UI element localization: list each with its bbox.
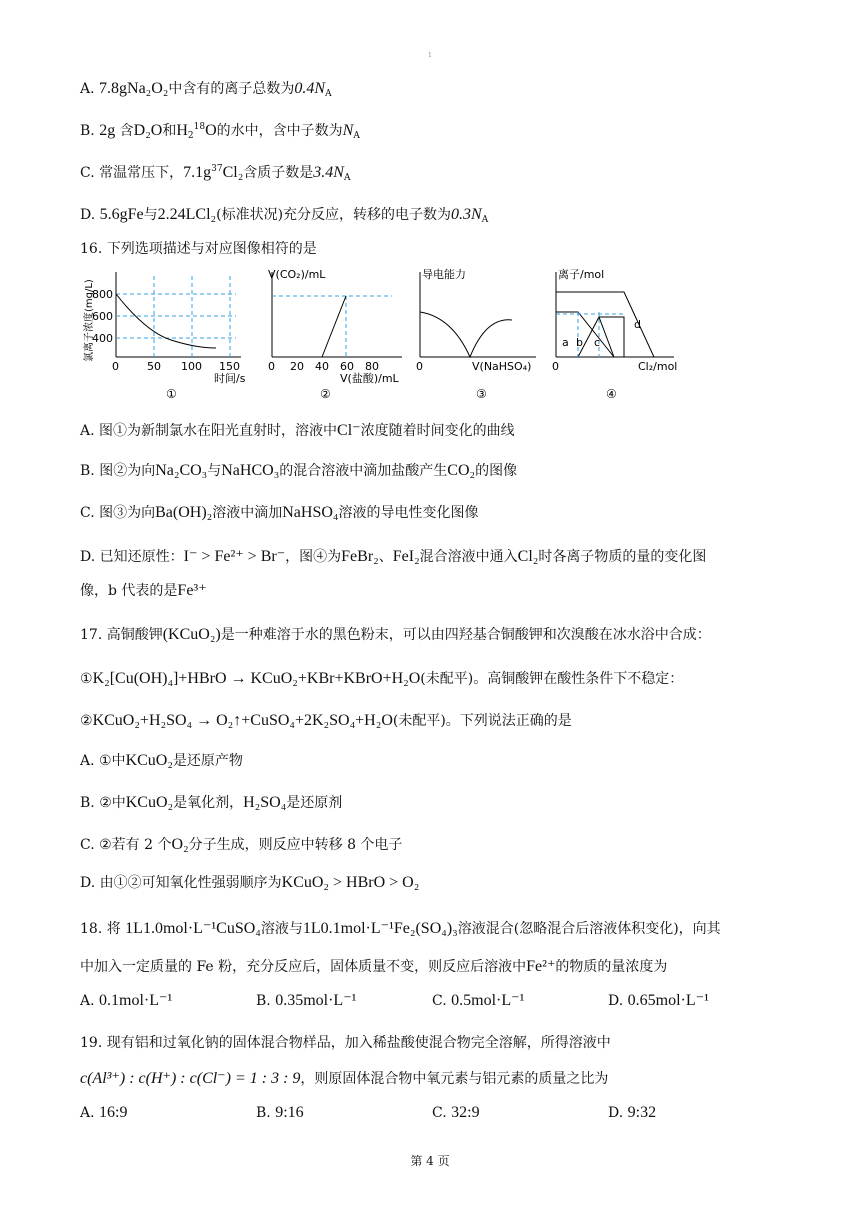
q16-option-c: C. 图③为向Ba(OH)₂溶液中滴加NaHSO₄溶液的导电性变化图像 [80,504,479,521]
chart-1-xtick: 50 [147,360,161,373]
chart-2-xtick: 0 [268,360,275,373]
chart-2-xtick: 60 [340,360,354,373]
chart-1-xtick: 150 [219,360,240,373]
header-mark: 1 [428,52,432,59]
chart-1-ytick: 400 [92,332,113,345]
chart-3-xlabel: V(NaHSO₄) [472,360,532,373]
q18-stem-cont: 中加入一定质量的 Fe 粉，充分反应后，固体质量不变，则反应后溶液中Fe²⁺的物质的量浓度为 [80,958,668,975]
q17-stem: 17. 高铜酸钾(KCuO₂)是一种难溶于水的黑色粉末，可以由四羟基合铜酸钾和次溴酸在冰水浴中合成： [80,626,711,643]
chart-4-label-b: b [576,336,583,349]
chart-4-xtick: 0 [552,360,559,373]
chart-2-xtick: 20 [290,360,304,373]
chart-1-xlabel: 时间/s [214,372,246,385]
q17-equation-1: ①K₂[Cu(OH)₄]+HBrO → KCuO₂+KBr+KBrO+H₂O(未配平)。高铜酸钾在酸性条件下不稳定： [80,670,684,687]
chart-2-xtick: 80 [365,360,379,373]
q15-option-d: D. 5.6gFe与2.24LCl₂(标准状况)充分反应，转移的电子数为$0.3N_A$ [80,206,489,225]
chart-4-xlabel: Cl₂/mol [638,360,678,373]
q16-stem: 16. 下列选项描述与对应图像相符的是 [80,241,317,257]
q17-option-b: B. ②中KCuO₂是氧化剂，H₂SO₄是还原剂 [80,794,343,811]
q19-stem: 19. 现有铝和过氧化钠的固体混合物样品，加入稀盐酸使混合物完全溶解，所得溶液中 [80,1035,611,1051]
chart-4-label-d: d [634,318,641,331]
chart-1-xtick: 100 [181,360,202,373]
chart-2 [268,268,402,401]
chart-1-ytick: 600 [92,310,113,323]
q17-option-a: A. ①中KCuO₂是还原产物 [80,752,243,769]
q16-option-a: A. 图①为新制氯水在阳光直射时，溶液中Cl⁻浓度随着时间变化的曲线 [80,422,515,439]
chart-4-label-c: c [594,336,601,349]
chart-1-ylabel: 氯离子浓度(mg/L) [84,279,95,362]
chart-1-caption: ① [166,387,177,401]
q16-figures [76,262,696,402]
q19-option-d: D. 9:32 [608,1104,657,1121]
q17-option-d: D. 由①②可知氧化性强弱顺序为KCuO₂ > HBrO > O₂ [80,874,420,891]
chart-4-label-a: a [562,336,569,349]
chart-4-ylabel: 离子/mol [558,268,605,281]
chart-2-xtick: 40 [315,360,329,373]
page-number: 第 4 页 [410,1154,450,1168]
q16-option-d-cont: 像，b 代表的是Fe³⁺ [80,582,207,599]
chart-2-ylabel: V(CO₂)/mL [268,268,326,281]
q15-option-b: B. 2g 含D₂O和$H_2^{18}O$的水中，含中子数为$N_A$ [80,122,360,141]
chart-3-xtick: 0 [416,360,423,373]
q19-stem-cont: c(Al³⁺) : c(H⁺) : c(Cl⁻) = 1 : 3 : 9，则原固体混合物中氧元素与铝元素的质量之比为 [80,1070,609,1087]
q18-stem: 18. 将 1L1.0mol·L⁻¹CuSO₄溶液与1L0.1mol·L⁻¹Fe₂(SO₄)₃溶液混合(忽略混合后溶液体积变化)，向其 [80,920,721,937]
chart-3-curve [420,312,512,357]
chart-1-curve [116,294,216,348]
chart-2-xlabel: V(盐酸)/mL [340,372,399,385]
chart-3-ylabel: 导电能力 [422,268,466,281]
q15-option-c: C. 常温常压下，$7.1g^{37}Cl_2$含质子数是$3.4N_A$ [80,164,351,183]
q18-option-a: A. 0.1mol·L⁻¹ [80,992,173,1009]
q18-option-b: B. 0.35mol·L⁻¹ [256,992,357,1009]
q18-option-d: D. 0.65mol·L⁻¹ [608,992,709,1009]
chart-1-xtick: 0 [112,360,119,373]
chart-3 [416,267,536,401]
q19-option-a: A. 16:9 [80,1104,128,1121]
q19-option-b: B. 9:16 [256,1104,304,1121]
q18-option-c: C. 0.5mol·L⁻¹ [432,992,525,1009]
q17-option-c: C. ②若有 2 个O₂分子生成，则反应中转移 8 个电子 [80,836,403,853]
chart-1 [82,272,246,401]
q19-option-c: C. 32:9 [432,1104,480,1121]
q16-option-d: D. 已知还原性：I⁻ > Fe²⁺ > Br⁻，图④为FeBr₂、FeI₂混合溶液中通入Cl₂时各离子物质的量的变化图 [80,548,707,565]
chart-2-line [322,296,346,357]
chart-2-caption: ② [320,387,331,401]
chart-3-caption: ③ [476,387,487,401]
q16-option-b: B. 图②为向Na₂CO₃与NaHCO₃的混合溶液中滴加盐酸产生CO₂的图像 [80,462,518,479]
q17-equation-2: ②KCuO₂+H₂SO₄ → O₂↑+CuSO₄+2K₂SO₄+H₂O(未配平)。下列说法正确的是 [80,712,572,729]
q15-option-a: A. 7.8gNa₂O₂中含有的离子总数为$0.4N_A$ [80,80,332,99]
chart-4-caption: ④ [606,387,617,401]
chart-4 [552,268,677,401]
chart-1-ytick: 800 [92,288,113,301]
